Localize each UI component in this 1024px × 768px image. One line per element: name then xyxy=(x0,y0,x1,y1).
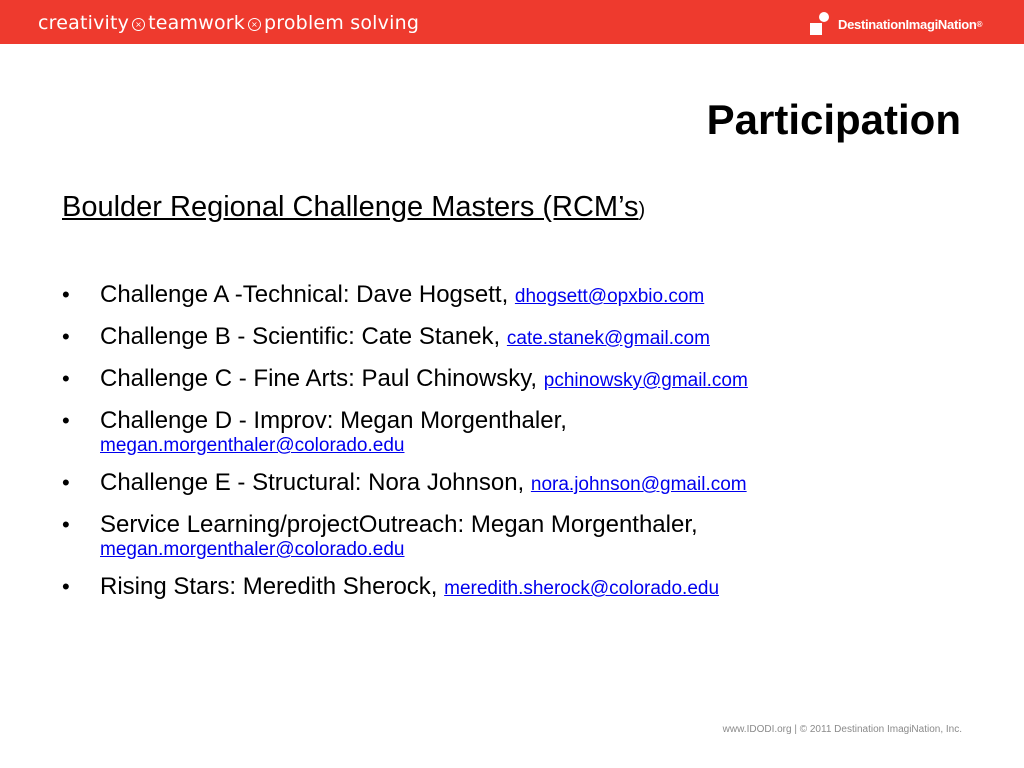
item-text: Challenge B - Scientific: Cate Stanek, xyxy=(100,323,501,350)
bullet: • xyxy=(62,366,70,391)
email-link[interactable]: dhogsett@opxbio.com xyxy=(514,286,705,307)
item-text: Challenge D - Improv: Megan Morgenthaler, xyxy=(100,407,567,434)
brand-logo xyxy=(808,9,982,39)
list-item xyxy=(62,468,962,499)
item-text: Service Learning/projectOutreach: Megan Morgenthaler, xyxy=(100,511,698,538)
tagline-word: creativity xyxy=(38,12,130,34)
tagline-word: teamwork xyxy=(148,12,245,34)
email-link[interactable]: megan.morgenthaler@colorado.edu xyxy=(100,435,405,456)
email-link[interactable]: nora.johnson@gmail.com xyxy=(530,474,747,495)
bullet: • xyxy=(62,282,70,307)
list-item xyxy=(62,322,962,353)
circled-x-icon: × xyxy=(248,18,261,31)
item-text: Challenge C - Fine Arts: Paul Chinowsky, xyxy=(100,365,538,392)
bullet: • xyxy=(62,408,70,433)
subtitle-paren: ) xyxy=(638,199,646,221)
item-text: Challenge E - Structural: Nora Johnson, xyxy=(100,469,525,496)
header-banner xyxy=(0,0,1024,44)
list-item xyxy=(62,572,962,603)
slide-title: Participation xyxy=(706,96,961,143)
list-item xyxy=(62,364,962,395)
bullet: • xyxy=(62,574,70,599)
email-link[interactable]: meredith.sherock@colorado.edu xyxy=(444,578,720,599)
item-text: Rising Stars: Meredith Sherock, xyxy=(100,573,438,600)
registered-mark: ® xyxy=(976,19,983,29)
list-item xyxy=(62,510,962,561)
email-link[interactable]: pchinowsky@gmail.com xyxy=(543,370,748,391)
footer-copyright: www.IDODI.org | © 2011 Destination ImagiNation, Inc. xyxy=(722,724,962,735)
circled-x-icon: × xyxy=(132,18,145,31)
email-link[interactable]: megan.morgenthaler@colorado.edu xyxy=(100,539,405,560)
list-item xyxy=(62,280,962,311)
email-link[interactable]: cate.stanek@gmail.com xyxy=(506,328,710,349)
bullet: • xyxy=(62,324,70,349)
bullet: • xyxy=(62,470,70,495)
bullet: • xyxy=(62,512,70,537)
item-text: Challenge A -Technical: Dave Hogsett, xyxy=(100,281,509,308)
tagline-word: problem solving xyxy=(264,12,420,34)
brand-name: DestinationImagiNation xyxy=(838,16,977,32)
logo-mark-icon xyxy=(808,11,834,37)
tagline xyxy=(38,12,419,34)
list-item xyxy=(62,406,962,457)
participant-list xyxy=(62,280,962,614)
subtitle-text: Boulder Regional Challenge Masters (RCM’s xyxy=(62,191,639,223)
slide-subtitle xyxy=(62,191,645,224)
